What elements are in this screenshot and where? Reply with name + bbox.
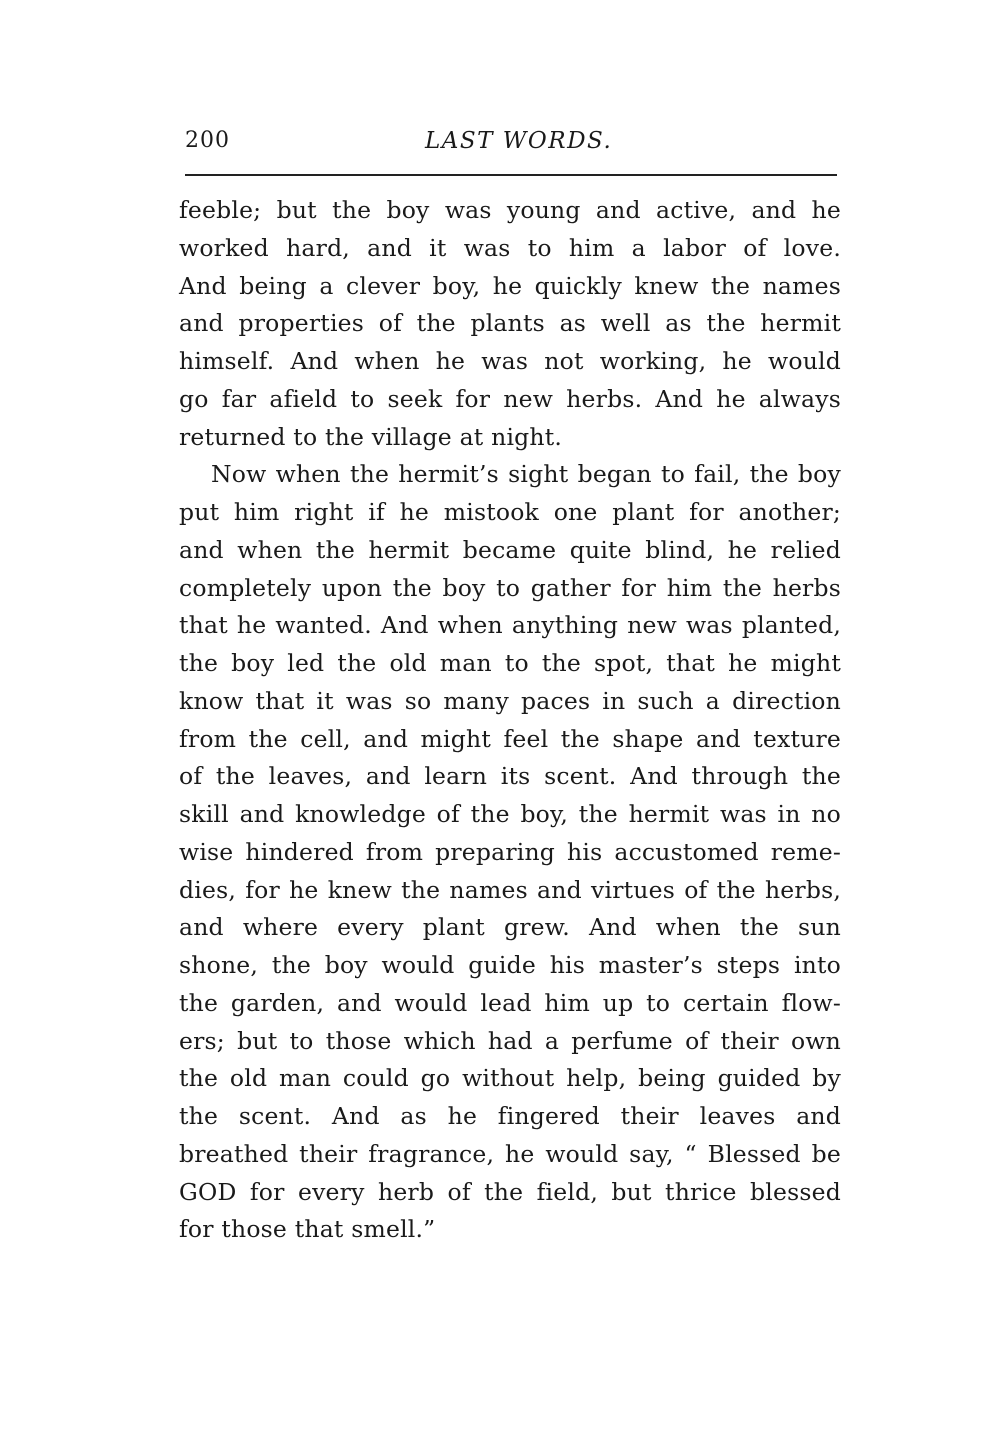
- text-line: shone, the boy would guide his master’s steps into: [179, 951, 841, 979]
- text-line: put him right if he mistook one plant for another;: [179, 498, 841, 526]
- text-line: completely upon the boy to gather for him the herbs: [179, 573, 841, 602]
- text-line: himself. And when he was not working, he would: [179, 347, 841, 375]
- text-line: the old man could go without help, being guided by: [179, 1064, 841, 1093]
- paragraph-2: [179, 456, 841, 1249]
- text-line: feeble; but the boy was young and active, and he: [179, 196, 841, 224]
- text-line: Now when the hermit’s sight began to fail, the boy: [211, 460, 841, 489]
- text-line: And being a clever boy, he quickly knew the names: [179, 271, 841, 300]
- running-head: [185, 128, 837, 160]
- body-text: [179, 192, 841, 1249]
- header-rule: [185, 174, 837, 176]
- text-line: and when the hermit became quite blind, he relied: [179, 535, 841, 564]
- text-line: the boy led the old man to the spot, that he might: [179, 649, 841, 677]
- paragraph-1: [179, 192, 841, 456]
- text-line: from the cell, and might feel the shape and texture: [179, 724, 841, 753]
- running-title: LAST WORDS.: [425, 128, 613, 154]
- text-line: skill and knowledge of the boy, the hermit was in no: [179, 800, 841, 828]
- text-line: and properties of the plants as well as the hermit: [179, 309, 841, 338]
- text-line: GOD for every herb of the field, but thrice blessed: [179, 1177, 841, 1206]
- page-number: 200: [185, 128, 230, 153]
- text-line: for those that smell.”: [179, 1215, 436, 1244]
- text-line: that he wanted. And when anything new was planted,: [179, 611, 841, 640]
- text-line: the garden, and would lead him up to certain flow-: [179, 988, 841, 1017]
- text-line: returned to the village at night.: [179, 422, 563, 451]
- text-line: wise hindered from preparing his accustomed reme-: [179, 837, 841, 866]
- text-line: breathed their fragrance, he would say, “ Blessed be: [179, 1139, 841, 1168]
- text-line: the scent. And as he fingered their leaves and: [179, 1102, 841, 1130]
- text-line: worked hard, and it was to him a labor of love.: [179, 233, 841, 262]
- text-line: ers; but to those which had a perfume of their own: [179, 1026, 841, 1055]
- text-line: know that it was so many paces in such a direction: [179, 686, 841, 715]
- text-line: go far afield to seek for new herbs. And he always: [179, 384, 841, 413]
- text-line: dies, for he knew the names and virtues of the herbs,: [179, 875, 841, 904]
- text-line: and where every plant grew. And when the sun: [179, 913, 841, 942]
- text-line: of the leaves, and learn its scent. And through the: [179, 762, 841, 791]
